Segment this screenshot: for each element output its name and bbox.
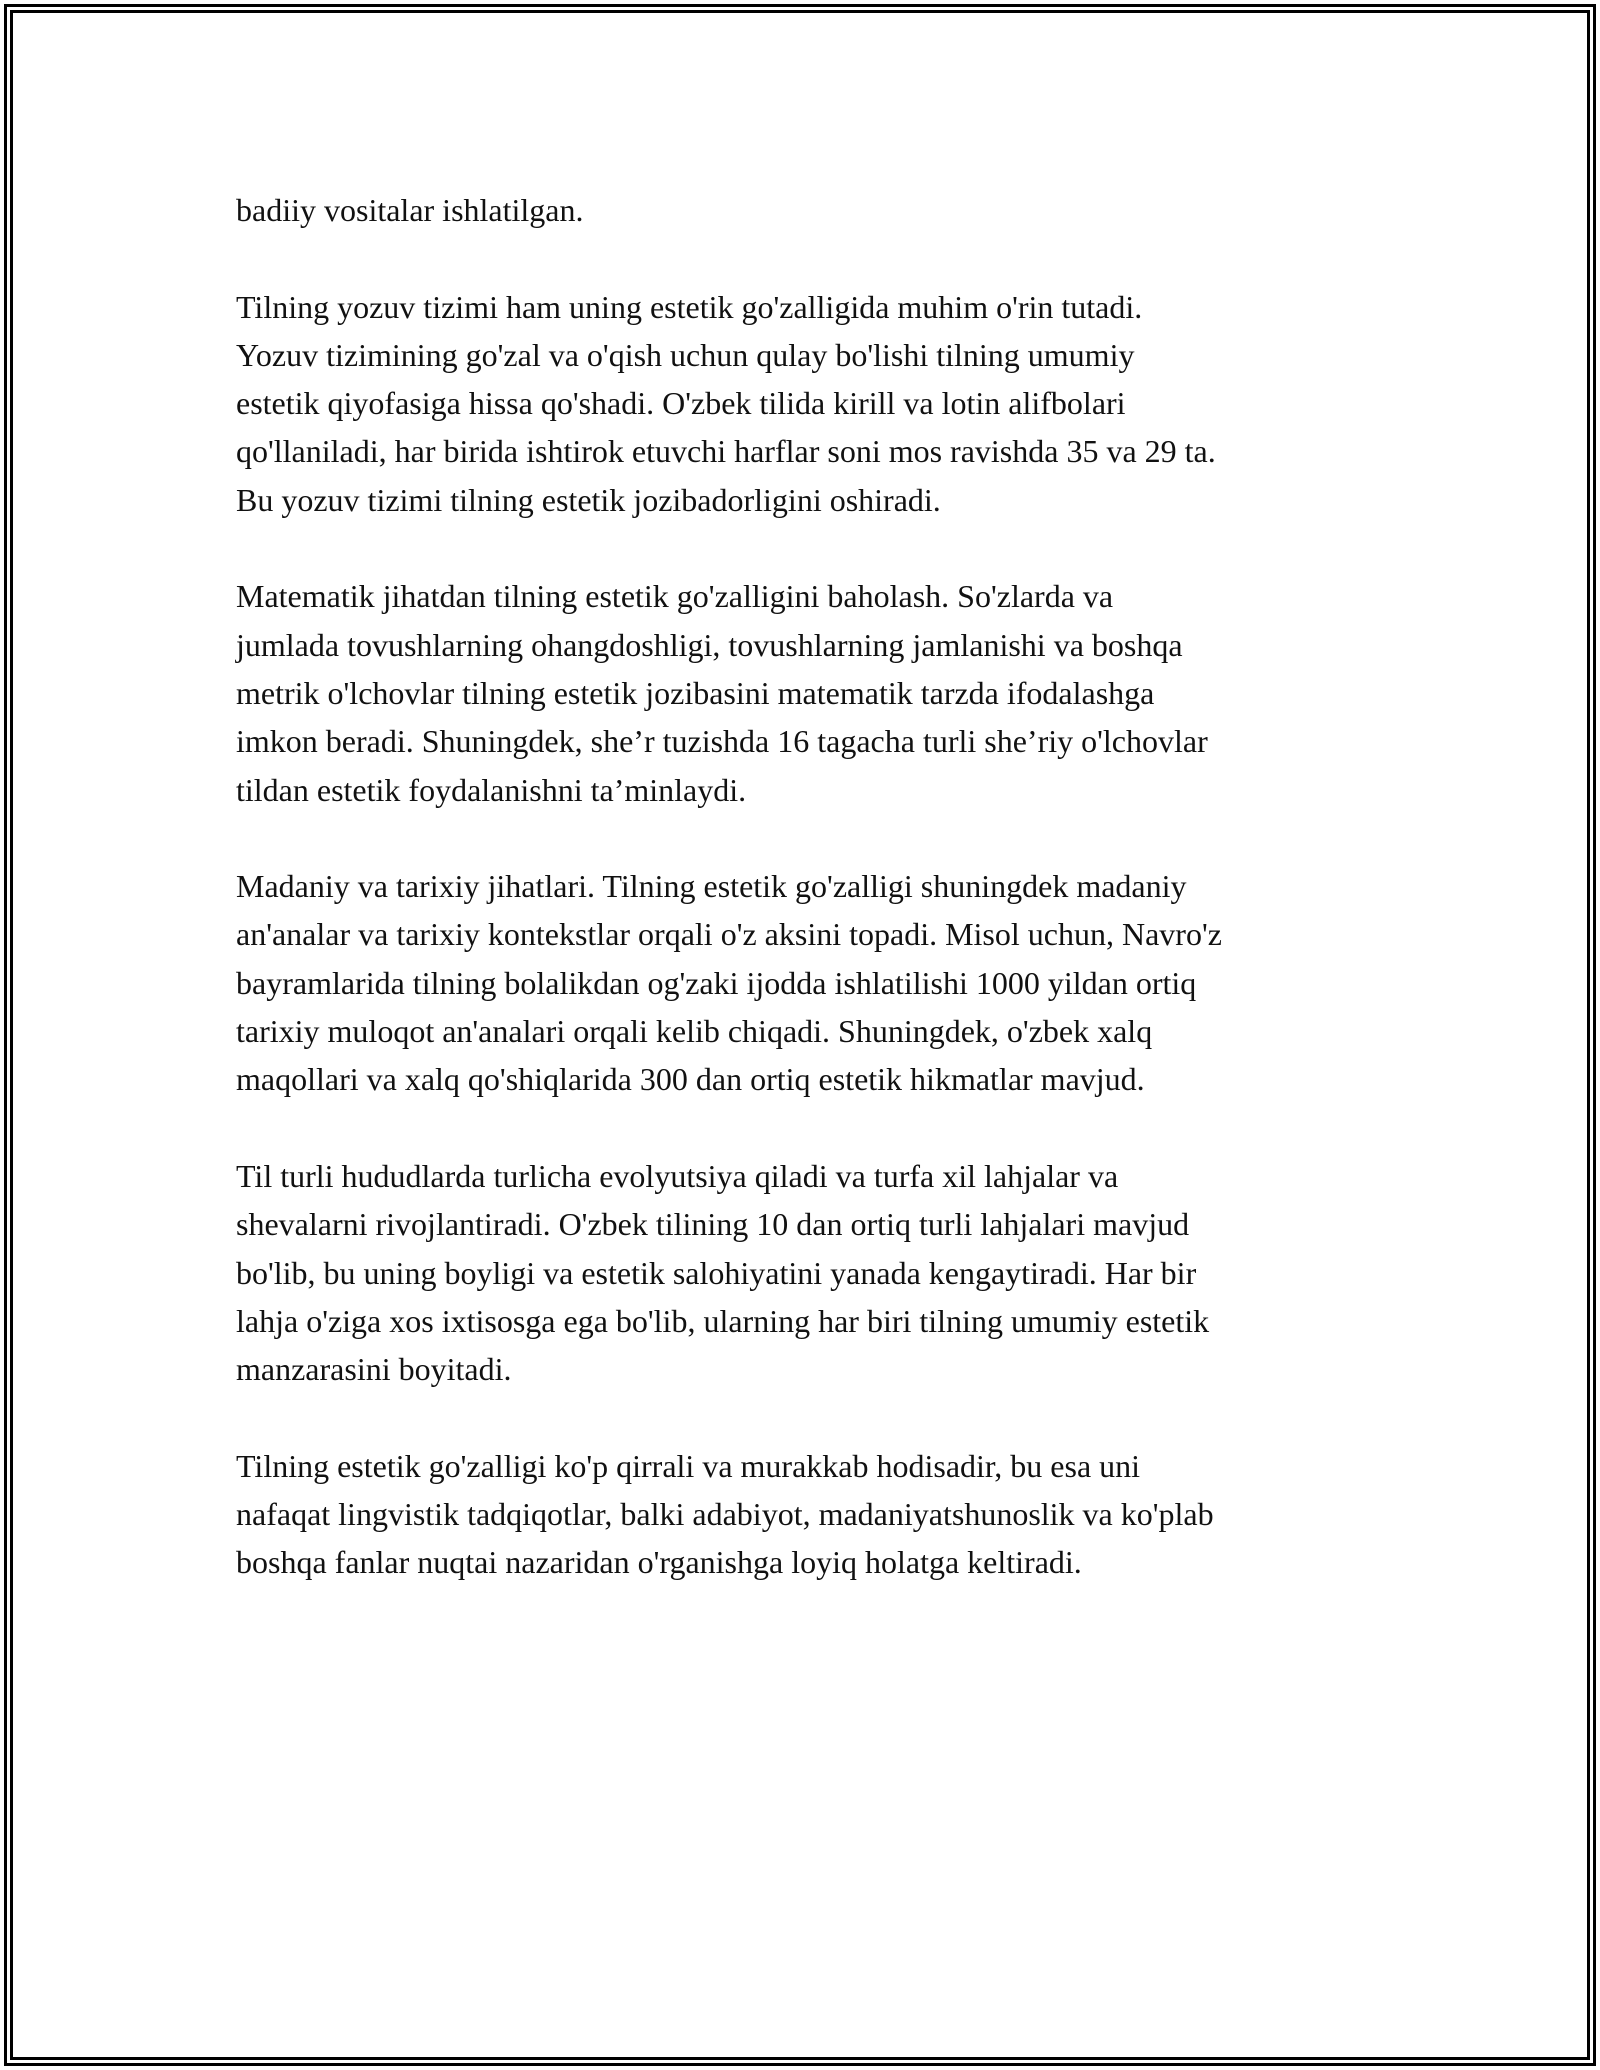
text-line: estetik qiyofasiga hissa qo'shadi. O'zbek tilida kirill va lotin alifbolari (236, 385, 1126, 422)
paragraph (236, 1152, 1376, 1393)
text-line: an'analar va tarixiy kontekstlar orqali o'z aksini topadi. Misol uchun, Navro'z (236, 916, 1222, 953)
text-line: Matematik jihatdan tilning estetik go'zalligini baholash. So'zlarda va (236, 578, 1114, 615)
text-line: maqollari va xalq qo'shiqlarida 300 dan ortiq estetik hikmatlar mavjud. (236, 1061, 1145, 1098)
paragraph (236, 572, 1376, 813)
text-line: shevalarni rivojlantiradi. O'zbek tilining 10 dan ortiq turli lahjalari mavjud (236, 1206, 1190, 1243)
text-line: Madaniy va tarixiy jihatlari. Tilning estetik go'zalligi shuningdek madaniy (236, 868, 1187, 905)
text-line: Yozuv tizimining go'zal va o'qish uchun qulay bo'lishi tilning umumiy (236, 336, 1135, 373)
paragraph (236, 186, 1376, 234)
text-line: badiiy vositalar ishlatilgan. (236, 192, 584, 228)
text-line: Til turli hududlarda turlicha evolyutsiya qiladi va turfa xil lahjalar va (236, 1157, 1119, 1194)
text-line: bo'lib, bu uning boyligi va estetik salohiyatini yanada kengaytiradi. Har bir (236, 1254, 1197, 1291)
text-line: tildan estetik foydalanishni ta’minlaydi. (236, 771, 747, 808)
text-line: metrik o'lchovlar tilning estetik jozibasini matematik tarzda ifodalashga (236, 674, 1155, 711)
text-line: bayramlarida tilning bolalikdan og'zaki ijodda ishlatilishi 1000 yildan ortiq (236, 964, 1197, 1001)
text-line: Tilning yozuv tizimi ham uning estetik go'zalligida muhim o'rin tutadi. (236, 288, 1143, 325)
text-line: jumlada tovushlarning ohangdoshligi, tovushlarning jamlanishi va boshqa (236, 626, 1183, 663)
text-line: nafaqat lingvistik tadqiqotlar, balki adabiyot, madaniyatshunoslik va ko'plab (236, 1496, 1214, 1533)
text-line: qo'llaniladi, har birida ishtirok etuvchi harflar soni mos ravishda 35 va 29 ta. (236, 433, 1216, 470)
document-body (236, 186, 1376, 1635)
text-line: manzarasini boyitadi. (236, 1351, 512, 1388)
text-line: Bu yozuv tizimi tilning estetik jozibadorligini oshiradi. (236, 481, 941, 518)
text-line: imkon beradi. Shuningdek, she’r tuzishda 16 tagacha turli she’riy o'lchovlar (236, 723, 1208, 760)
text-line: tarixiy muloqot an'analari orqali kelib chiqadi. Shuningdek, o'zbek xalq (236, 1013, 1153, 1050)
text-line: Tilning estetik go'zalligi ko'p qirrali va murakkab hodisadir, bu esa uni (236, 1447, 1141, 1484)
paragraph (236, 1442, 1376, 1587)
text-line: boshqa fanlar nuqtai nazaridan o'rganishga loyiq holatga keltiradi. (236, 1544, 1082, 1581)
paragraph (236, 862, 1376, 1103)
paragraph (236, 283, 1376, 524)
text-line: lahja o'ziga xos ixtisosga ega bo'lib, ularning har biri tilning umumiy estetik (236, 1302, 1210, 1339)
